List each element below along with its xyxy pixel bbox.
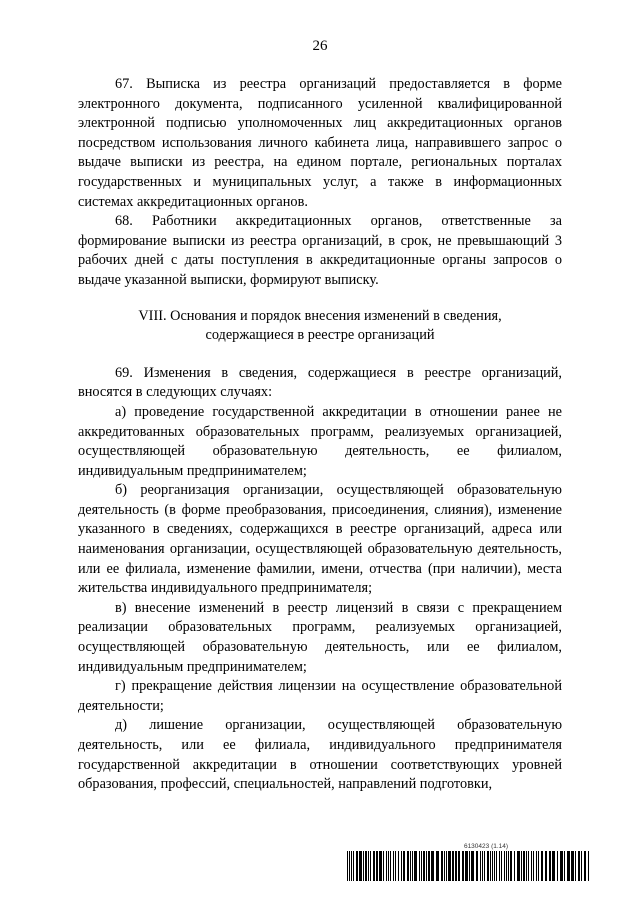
paragraph-69-g: г) прекращение действия лицензии на осуществление образовательной деятельности;	[78, 678, 562, 714]
barcode-icon	[346, 851, 592, 881]
paragraph-69-v: в) внесение изменений в реестр лицензий в связи с прекращением реализации образовательных программ, реализуемых организацией, осуществляющей образовательную деятельность, или ее филиалом, индивидуальным предпринимателем;	[78, 599, 562, 675]
paragraph-68: 68. Работники аккредитационных органов, ответственные за формирование выписки из реестра организаций, в срок, не превышающий 3 рабочих дней с даты поступления в аккредитационные органы запросов о выдаче указанной выписки, формируют выписку.	[78, 213, 562, 288]
section-heading-line-1: VIII. Основания и порядок внесения изменений в сведения,	[138, 307, 502, 324]
section-heading-line-2: содержащиеся в реестре организаций	[205, 327, 435, 344]
paragraph-69: 69. Изменения в сведения, содержащиеся в реестре организаций, вносятся в следующих случаях:	[78, 364, 562, 401]
paragraph-69-b: б) реорганизация организации, осуществляющей образовательную деятельность (в форме преобразования, присоединения, слияния), изменение указанного в сведениях, содержащихся в реестре организаций, адреса или наименования организации, осуществляющей образовательную деятельность, или ее филиала, изменение фамилии, имени, отчества (при наличии), места жительства индивидуального предпринимателя;	[78, 482, 562, 597]
paragraph-69-a: а) проведение государственной аккредитации в отношении ранее не аккредитованных образовательных программ, реализуемых организацией, осуществляющей образовательную деятельность, ее филиалом, индивидуальным предпринимателем;	[78, 403, 562, 479]
paragraph-69-d: д) лишение организации, осуществляющей образовательную деятельность, или ее филиала, индивидуального предпринимателя государственной аккредитации в отношении соответствующих уровней образования, профессий, специальностей, направлений подготовки,	[78, 717, 562, 793]
barcode-caption: 6130423 (1.14)	[463, 843, 509, 850]
barcode-block	[346, 842, 592, 881]
paragraph-67: 67. Выписка из реестра организаций предоставляется в форме электронного документа, подписанного усиленной квалифицированной электронной подписью уполномоченных лиц аккредитационных органов посредством использования личного кабинета лица, направившего запрос о выдаче выписки из реестра, на едином портале, региональных порталах государственных и муниципальных услуг, а также в информационных системах аккредитационных органов.	[78, 76, 562, 210]
document-body	[78, 75, 562, 795]
section-heading	[78, 307, 562, 346]
page-number: 26	[312, 38, 328, 54]
